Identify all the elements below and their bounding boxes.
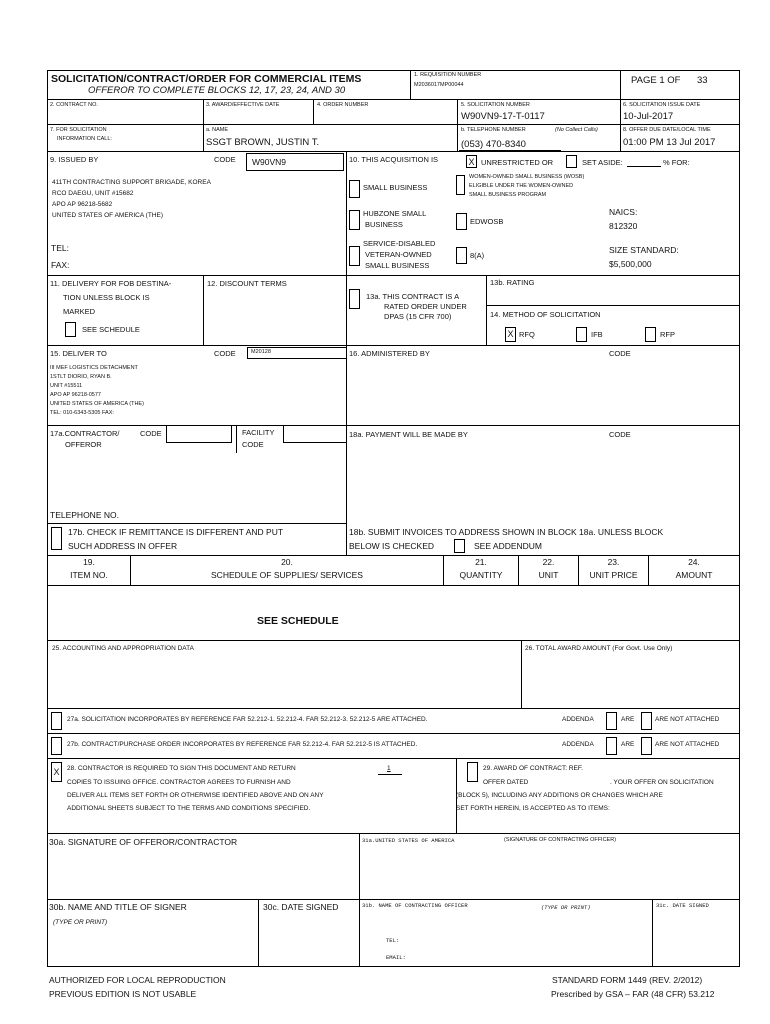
telephone-label: TELEPHONE NO. [50, 510, 119, 520]
offer-due-label: 8. OFFER DUE DATE/LOCAL TIME [623, 127, 711, 133]
27a-are-not-checkbox[interactable] [641, 712, 652, 730]
27b-are-not-label: ARE NOT ATTACHED [655, 741, 720, 748]
page-total: 33 [697, 75, 708, 86]
sdvosb-label: SERVICE-DISABLED [363, 239, 436, 248]
contractor-code-label: CODE [140, 429, 162, 438]
28-checkbox[interactable]: X [51, 762, 62, 782]
edwosb-checkbox[interactable] [456, 213, 467, 230]
wosb-label-3: SMALL BUSINESS PROGRAM [469, 192, 547, 198]
contractor-label: 17a.CONTRACTOR/ [50, 429, 120, 438]
size-standard-label: SIZE STANDARD: [609, 245, 679, 255]
footer-authorized: AUTHORIZED FOR LOCAL REPRODUCTION [49, 975, 226, 985]
issued-by-line: UNITED STATES OF AMERICA (THE) [52, 212, 163, 219]
sdvosb-label-2: VETERAN-OWNED [365, 250, 432, 259]
sdvosb-label-3: SMALL BUSINESS [365, 261, 430, 270]
deliver-to-line: UNIT #15511 [50, 383, 83, 389]
payment-label: 18a. PAYMENT WILL BE MADE BY [349, 430, 468, 439]
29-label-3: (BLOCK 5), INCLUDING ANY ADDITIONS OR CHANGES WHICH ARE [456, 792, 663, 799]
issued-by-line: RCO DAEGU, UNIT #15682 [52, 190, 134, 197]
wosb-label-2: ELIGIBLE UNDER THE WOMEN-OWNED [469, 183, 574, 189]
remittance-label: 17b. CHECK IF REMITTANCE IS DIFFERENT AND PUT [68, 527, 284, 537]
27a-are-label: ARE [621, 716, 635, 723]
order-number-label[interactable]: 4. ORDER NUMBER [317, 102, 369, 108]
issue-date-label: 6. SOLICITATION ISSUE DATE [623, 102, 701, 108]
footer-form-number: STANDARD FORM 1449 (REV. 2/2012) [552, 975, 703, 985]
form-subtitle: OFFEROR TO COMPLETE BLOCKS 12, 17, 23, 24, AND 30 [88, 85, 346, 96]
col-19-number: 19. [83, 557, 95, 567]
29-offer-dated: OFFER DATED [483, 779, 529, 786]
27b-addenda-label: ADDENDA [562, 741, 594, 748]
col-quantity: QUANTITY [459, 570, 503, 580]
27b-are-checkbox[interactable] [606, 737, 617, 755]
facility-code-field[interactable] [283, 426, 346, 443]
col-unit-price: UNIT PRICE [589, 570, 638, 580]
see-schedule-label: SEE SCHEDULE [82, 325, 140, 334]
small-business-checkbox[interactable] [349, 180, 360, 198]
sdvosb-checkbox[interactable] [349, 246, 360, 266]
col-item-no: ITEM NO. [70, 570, 108, 580]
accounting-label: 25. ACCOUNTING AND APPROPRIATION DATA [52, 645, 194, 652]
solicitation-info-label-2: INFORMATION CALL: [57, 136, 112, 142]
size-standard-value[interactable]: $5,500,000 [609, 259, 652, 269]
col-unit: UNIT [538, 570, 559, 580]
payment-code-label: CODE [609, 430, 631, 439]
solicitation-number-label: 5. SOLICITATION NUMBER [461, 102, 530, 108]
contractor-code-field[interactable] [166, 426, 232, 443]
col-23-number: 23. [607, 557, 620, 567]
unrestricted-label: UNRESTRICTED OR [481, 158, 554, 167]
co-signature-label: (SIGNATURE OF CONTRACTING OFFICER) [504, 837, 617, 843]
27a-are-not-label: ARE NOT ATTACHED [655, 716, 720, 723]
col-schedule: SCHEDULE OF SUPPLIES/ SERVICES [211, 570, 363, 580]
27a-label: 27a. SOLICITATION INCORPORATES BY REFERENCE FAR 52.212-1. 52.212-4. FAR 52.212-3. 52.212-5 ARE ATTACHED. [67, 716, 428, 723]
fob-label-2: TION UNLESS BLOCK IS [63, 293, 150, 302]
requisition-value[interactable]: M2036017MP00044 [414, 82, 464, 88]
requisition-label: 1. REQUISITION NUMBER [414, 72, 482, 78]
wosb-label: WOMEN-OWNED SMALL BUSINESS (WOSB) [469, 174, 585, 180]
naics-label: NAICS: [609, 207, 638, 217]
contract-no-label[interactable]: 2. CONTRACT NO. [50, 102, 98, 108]
footer-previous-edition: PREVIOUS EDITION IS NOT USABLE [49, 989, 197, 999]
see-addendum-checkbox[interactable] [454, 539, 465, 553]
rated-order-label-3: DPAS (15 CFR 700) [384, 312, 452, 321]
co-tel-label: TEL: [386, 937, 400, 944]
issued-by-line: APO AP 96218-5682 [52, 201, 113, 208]
ifb-label: IFB [591, 330, 603, 339]
co-date-label: 31c. DATE SIGNED [656, 902, 709, 909]
co-type-label: (TYPE OR PRINT) [541, 904, 591, 911]
issued-by-label: 9. ISSUED BY [50, 155, 99, 164]
rating-label: 13b. RATING [490, 278, 535, 287]
solicitation-number[interactable]: W90VN9-17-T-0117 [461, 111, 545, 122]
see-schedule-checkbox[interactable] [65, 322, 76, 337]
27b-are-label: ARE [621, 741, 635, 748]
page-label: PAGE 1 OF [631, 75, 681, 86]
co-email-label: EMAIL: [386, 954, 406, 961]
issued-by-fax: FAX: [51, 260, 70, 270]
deliver-to-code-label: CODE [214, 349, 236, 358]
rfp-label: RFP [660, 330, 675, 339]
issue-date[interactable]: 10-Jul-2017 [623, 111, 674, 122]
col-20-number: 20. [281, 557, 293, 567]
28-label-4: ADDITIONAL SHEETS SUBJECT TO THE TERMS AND CONDITIONS SPECIFIED. [67, 805, 311, 812]
administered-by-label: 16. ADMINISTERED BY [349, 349, 430, 358]
footer-prescribed: Prescribed by GSA – FAR (48 CFR) 53.212 [551, 989, 715, 999]
phone-note: (No Collect Calls) [555, 127, 598, 133]
solicitation-info-label: 7. FOR SOLICITATION [50, 127, 107, 133]
hubzone-checkbox[interactable] [349, 210, 360, 230]
29-label-4: SET FORTH HEREIN, IS ACCEPTED AS TO ITEMS: [456, 805, 610, 812]
29-label: 29. AWARD OF CONTRACT: REF. [483, 765, 583, 772]
rfq-checkbox[interactable]: X [505, 327, 516, 342]
offer-due-value[interactable]: 01:00 PM 13 Jul 2017 [623, 137, 716, 148]
offeror-label: OFFEROR [65, 440, 102, 449]
acquisition-label: 10. THIS ACQUISITION IS [349, 155, 439, 164]
facility-label: FACILITY [242, 428, 275, 437]
hubzone-label: HUBZONE SMALL [363, 209, 427, 218]
total-award-label: 26. TOTAL AWARD AMOUNT (For Govt. Use Only) [525, 645, 673, 652]
unrestricted-checkbox[interactable]: X [466, 155, 477, 168]
name-label: a. NAME [206, 127, 229, 133]
issued-by-code[interactable]: W90VN9 [252, 157, 287, 167]
rfq-label: RFQ [519, 330, 535, 339]
hubzone-label-2: BUSINESS [365, 220, 403, 229]
signer-type-label: (TYPE OR PRINT) [53, 919, 108, 926]
phone-label: b. TELEPHONE NUMBER [461, 127, 526, 133]
issued-by-code-label: CODE [214, 155, 236, 164]
deliver-to-line: 1STLT DIORIO, RYAN B. [50, 374, 112, 380]
deliver-to-label: 15. DELIVER TO [50, 349, 107, 358]
form-title: SOLICITATION/CONTRACT/ORDER FOR COMMERCIAL ITEMS [51, 73, 362, 85]
27a-are-checkbox[interactable] [606, 712, 617, 730]
fob-label-3: MARKED [63, 307, 96, 316]
ifb-checkbox[interactable] [576, 327, 587, 342]
see-addendum-label: SEE ADDENDUM [474, 541, 543, 551]
phone-number[interactable]: (053) 470-8340 [461, 139, 526, 150]
col-21-number: 21. [475, 557, 487, 567]
remittance-checkbox[interactable] [51, 527, 62, 550]
edwosb-label: EDWOSB [470, 217, 504, 226]
col-22-number: 22. [542, 557, 555, 567]
remittance-label-2: SUCH ADDRESS IN OFFER [68, 541, 178, 551]
deliver-to-line: III MEF LOGISTICS DETACHMENT [50, 365, 138, 371]
see-schedule-heading: SEE SCHEDULE [257, 615, 339, 627]
rfp-checkbox[interactable] [645, 327, 656, 342]
wosb-checkbox[interactable] [456, 175, 465, 195]
col-24-number: 24. [688, 557, 700, 567]
facility-code-label: CODE [242, 440, 264, 449]
deliver-to-line: UNITED STATES OF AMERICA (THE) [50, 401, 144, 407]
date-signed-label: 30c. DATE SIGNED [263, 902, 339, 912]
co-name-label: 31b. NAME OF CONTRACTING OFFICER [362, 902, 468, 909]
set-aside-label: SET ASIDE: [582, 158, 623, 167]
col-amount: AMOUNT [675, 570, 713, 580]
submit-invoices-label-2: BELOW IS CHECKED [349, 541, 435, 551]
eight-a-checkbox[interactable] [456, 247, 467, 264]
27b-are-not-checkbox[interactable] [641, 737, 652, 755]
28-label: 28. CONTRACTOR IS REQUIRED TO SIGN THIS DOCUMENT AND RETURN [67, 765, 296, 772]
discount-terms-label: 12. DISCOUNT TERMS [207, 279, 287, 288]
issued-by-tel: TEL: [51, 243, 69, 253]
27b-label: 27b. CONTRACT/PURCHASE ORDER INCORPORATES BY REFERENCE FAR 52.212-4. FAR 52.212-5 IS ATTACHED. [67, 741, 418, 748]
27a-addenda-label: ADDENDA [562, 716, 594, 723]
contact-name[interactable]: SSGT BROWN, JUSTIN T. [206, 137, 320, 148]
rated-order-checkbox[interactable] [349, 289, 360, 309]
rated-order-label-2: RATED ORDER UNDER [384, 302, 467, 311]
submit-invoices-label: 18b. SUBMIT INVOICES TO ADDRESS SHOWN IN BLOCK 18a. UNLESS BLOCK [349, 527, 664, 537]
rated-order-label: 13a. THIS CONTRACT IS A [366, 292, 460, 301]
29-checkbox[interactable] [467, 762, 478, 782]
administered-code-label: CODE [609, 349, 631, 358]
offeror-signature-label: 30a. SIGNATURE OF OFFEROR/CONTRACTOR [49, 837, 238, 847]
27b-checkbox[interactable] [51, 737, 62, 755]
deliver-to-line: TEL: 010-6343-5305 FAX: [50, 410, 114, 416]
fob-label: 11. DELIVERY FOR FOB DESTINA- [50, 279, 172, 288]
29-your-offer: . YOUR OFFER ON SOLICITATION [610, 779, 714, 786]
percent-for-label: % FOR: [663, 158, 690, 167]
eight-a-label: 8(A) [470, 251, 485, 260]
method-label: 14. METHOD OF SOLICITATION [490, 310, 601, 319]
deliver-to-line: APO AP 96218-0577 [50, 392, 101, 398]
usa-label: 31a.UNITED STATES OF AMERICA [362, 837, 455, 844]
issued-by-line: 411TH CONTRACTING SUPPORT BRIGADE, KOREA [52, 179, 211, 186]
28-label-3: DELIVER ALL ITEMS SET FORTH OR OTHERWISE IDENTIFIED ABOVE AND ON ANY [67, 792, 324, 799]
set-aside-checkbox[interactable] [566, 155, 577, 168]
naics-value[interactable]: 812320 [609, 221, 638, 231]
award-date-label[interactable]: 3. AWARD/EFFECTIVE DATE [206, 102, 280, 108]
small-business-label: SMALL BUSINESS [363, 183, 428, 192]
signer-name-label: 30b. NAME AND TITLE OF SIGNER [49, 902, 187, 912]
deliver-to-code[interactable]: M20128 [251, 349, 271, 355]
28-copies[interactable]: 1 [387, 765, 391, 772]
28-label-2: COPIES TO ISSUING OFFICE. CONTRACTOR AGREES TO FURNISH AND [67, 779, 291, 786]
27a-checkbox[interactable] [51, 712, 62, 730]
